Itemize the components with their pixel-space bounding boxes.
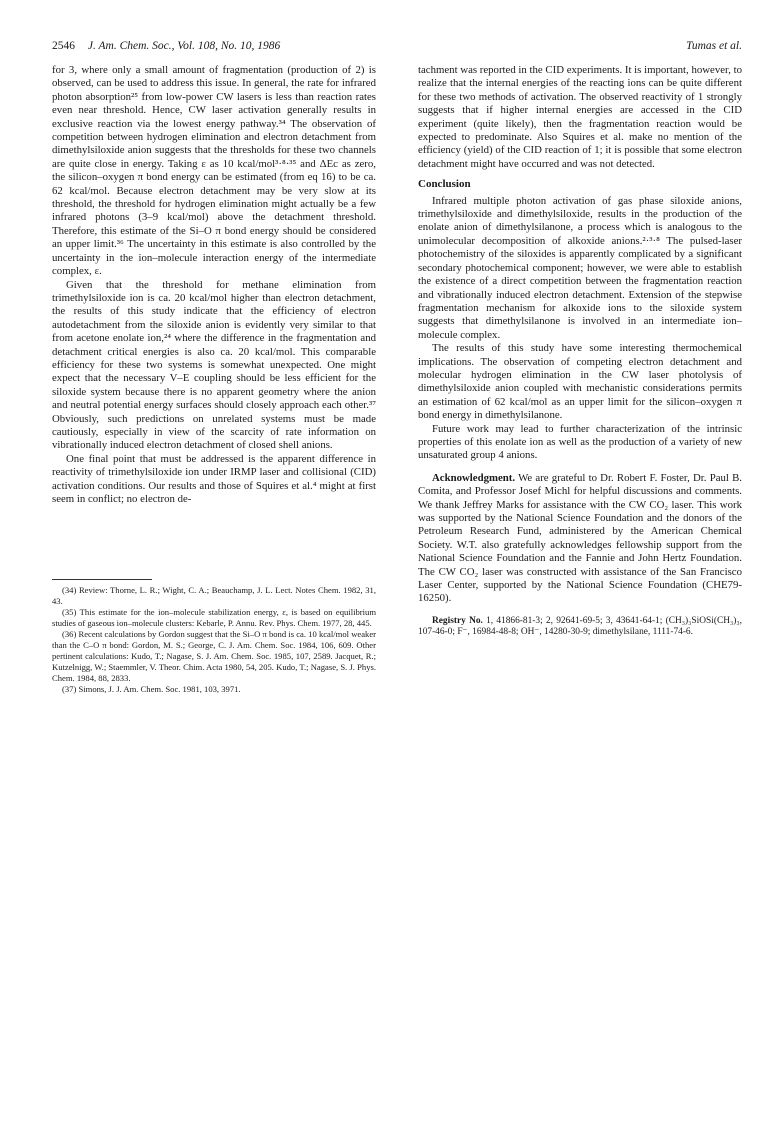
- footnotes: [52, 585, 376, 695]
- acknowledgment-text: We are grateful to Dr. Robert F. Foster, Dr. Paul B. Comita, and Professor Josef Michl for helpful discussions and comments. We thank Jeffrey Marks for assistance with the CW CO₂ laser. This work was supported by the National Science Foundation and the donors of the Petroleum Research Fund, administered by the American Chemical Society. W.T. also gratefully acknowledges fellowship support from the National Science Foundation and the Fannie and John Hertz Foundation. The CW CO₂ laser was constructed with assistance of the San Francisco Laser Center, supported by the National Science Foundation (CHE79-16250).: [418, 471, 742, 605]
- paragraph: Infrared multiple photon activation of gas phase siloxide anions, trimethylsiloxide and dimethylsiloxide, results in the production of the enolate anion of dimethylsilanone, a process which is analogous to the unimolecular decomposition of alkoxide anions.²·³·⁸ The pulsed-laser photochemistry of the siloxides is apparently complicated by a significant secondary photochemical component; however, we were able to establish the existence of a direct competition between the fragmentation reaction and vibrationally induced electron detachment. Extension of the stepwise fragmentation mechanism for alkoxide ions to the siloxide system suggests that dimethylsilanone is involved in an intermediate ion–molecule complex.: [418, 194, 742, 341]
- page-number: 2546: [52, 40, 75, 52]
- running-head-left: [52, 40, 280, 52]
- left-column: [52, 64, 376, 506]
- running-head-authors: Tumas et al.: [686, 40, 742, 52]
- registry-label: Registry No.: [432, 615, 483, 626]
- paragraph: tachment was reported in the CID experiments. It is important, however, to realize that the internal energies of the reacting ions can be quite different for these two methods of activation. The observed reactivity of 1 strongly suggests that if higher internal energies are accessed in the CID experiment (quite likely), then the fragmentation reaction would be expected to predominate. Also Squires et al. make no mention of the efficiency (yield) of the CID reaction of 1; it is possible that some electron detachment might have occurred and was not detected.: [418, 64, 742, 170]
- paragraph: Future work may lead to further characterization of the intrinsic properties of this enolate ion as well as the production of a variety of new unsaturated group 4 anions.: [418, 422, 742, 462]
- paragraph: One final point that must be addressed is the apparent difference in reactivity of trimethylsiloxide ion under IRMP laser and collisional (CID) activation conditions. Our results and those of Squires et al.⁴ might at first seem in conflict; no electron de-: [52, 452, 376, 505]
- footnote-35: (35) This estimate for the ion–molecule stabilization energy, ε, is based on equilibrium studies of gaseous ion–molecule clusters: Kebarle, P. Annu. Rev. Phys. Chem. 1977, 28, 445.: [52, 607, 376, 628]
- footnote-37: (37) Simons, J. J. Am. Chem. Soc. 1981, 103, 3971.: [62, 684, 241, 694]
- registry-numbers: [418, 616, 742, 639]
- acknowledgment: [418, 472, 742, 606]
- paragraph: Given that the threshold for methane elimination from trimethylsiloxide ion is ca. 20 kcal/mol higher than electron detachment, the results of this study indicate that the efficiency of electron autodetachment from the siloxide anion is evidently very similar to that from acetone enolate ion,²⁴ where the difference in the fragmentation and detachment critical energies is also ca. 20 kcal/mol. This comparable efficiency for these two systems is somewhat unexpected. One might expect that the necessary V–E coupling should be less efficient for the siloxide system because there is no apparent geometry where the anion and neutral potential energy surfaces should closely approach each other.³⁷ Obviously, such predictions on unrelated systems must be made cautiously, especially in view of the scarcity of rate information on vibrationally induced electron detachment of closed shell anions.: [52, 278, 376, 452]
- registry-text: 1, 41866-81-3; 2, 92641-69-5; 3, 43641-64-1; (CH₃)₃SiOSi(CH₃)₃, 107-46-0; F⁻, 16984-48-8; OH⁻, 14280-30-9; dimethylsilane, 1111-74-6.: [418, 615, 742, 638]
- acknowledgment-label: Acknowledgment.: [432, 471, 516, 484]
- footnote-34: (34) Review: Thorne, L. R.; Wight, C. A.; Beauchamp, J. L. Lect. Notes Chem. 1982, 31, 43.: [52, 585, 376, 606]
- paragraph: for 3, where only a small amount of fragmentation (production of 2) is observed, can be used to address this issue. In general, the rate for infrared photon absorption²⁵ from low-power CW lasers is less than reaction rates even near threshold. Hence, CW laser activation generally results in exclusive reaction via the lowest energy pathway.³⁴ The observation of competition between hydrogen elimination and electron detachment from dimethylsiloxide anion suggests that the thresholds for these two channels are quite close in energy. Taking ε as 10 kcal/mol³·⁸·³⁵ and ΔEc as zero, the silicon–oxygen π bond energy can be estimated (from eq 16) to be ca. 62 kcal/mol. Because electron detachment may be very slow at its threshold, the threshold for hydrogen elimination might actually be a few infrared photons (3–9 kcal/mol) above the detachment threshold. Therefore, this estimate of the Si–O π bond energy should be considered an upper limit.³⁶ The uncertainty in this estimate is also controlled by the uncertainty in the ion–molecule interaction energy of the intermediate complex, ε.: [52, 64, 376, 278]
- paragraph: The results of this study have some interesting thermochemical implications. The observation of competing electron detachment and molecular hydrogen elimination in the CW laser photolysis of dimethylsiloxide anion coupled with mechanistic considerations permits an estimation of 62 kcal/mol as an upper limit for the silicon–oxygen π bond energy in dimethylsilanone.: [418, 342, 742, 422]
- footnote-divider: [52, 579, 152, 580]
- page-header: [52, 40, 742, 56]
- right-column: [418, 64, 742, 639]
- footnote-36: (36) Recent calculations by Gordon suggest that the Si–O π bond is ca. 10 kcal/mol weaker than the C–O π bond: Gordon, M. S.; George, C. J. Am. Chem. Soc. 1984, 106, 609. Other pertinent calculations: Kudo, T.; Nagase, S. J. Am. Chem. Soc. 1985, 107, 2589. Jacquet, R.; Kutzelnigg, W.; Staemmler, V. Theor. Chim. Acta 1980, 54, 205. Kudo, T.; Nagase, S. J. Phys. Chem. 1984, 88, 2833.: [52, 629, 376, 683]
- section-heading-conclusion: Conclusion: [418, 178, 471, 191]
- journal-citation: J. Am. Chem. Soc., Vol. 108, No. 10, 1986: [87, 40, 281, 52]
